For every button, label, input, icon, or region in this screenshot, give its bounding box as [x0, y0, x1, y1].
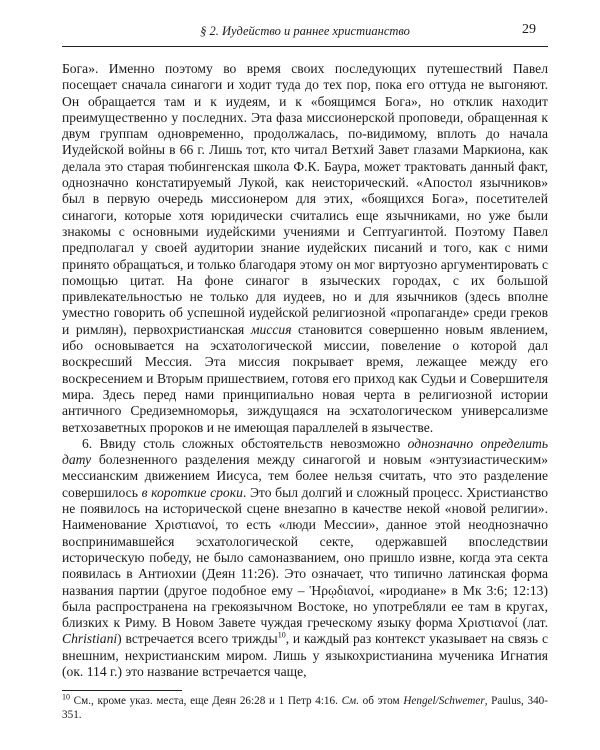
paragraph-2: [62, 436, 548, 680]
body-text: [62, 61, 548, 680]
text-run: ) встречается всего трижды: [117, 631, 278, 647]
book-page: [62, 22, 548, 722]
text-run: , и каждый раз контекст указывает на связь с внешним, нехристианским миром. Лишь у языкохристианина мученика Игнатия (ок. 114 г.) это название встречается чаще,: [62, 631, 549, 679]
text-run: об этом: [359, 695, 404, 708]
text-run: становится совершенно новым явлением, ибо основывается на эсхатологической миссии, повеление о которой дал воскресший Мессия. Эта миссия покрывает время, лежащее между его воскресением и Вторым пришествием, готовя его приход как Судьи и Совершителя мира. Здесь перед нами принципиально новая черта в религиозной истории античного Средиземноморья, зиждущаяся на эсхатологическом универсализме ветхозаветных пророков и не имеющая параллелей в язычестве.: [62, 321, 548, 435]
text-run: . Это был долгий и сложный процесс. Христианство не появилось на исторической сцене внезапно в качестве некой «новой религии». Наименование Χριστιανοί, то есть «люди Мессии», данное этой неоднозначно воспринимавшейся эсхатологической секте, одержавшей впоследствии историческую победу, не было самоназванием, оно пришло извне, когда эта секта появилась в Антиохии (Деян 11:26). Это означает, что типично латинская форма названия партии (другое подобное ему – Ἡρῳδιανοί, «иродиане» в Мк 3:6; 12:13) была распространена на грекоязычном Востоке, но употребляли ее там в кругах, близких к Риму. В Новом Завете чуждая греческому языку форма Χριστιανοί (лат.: [62, 484, 548, 631]
footnote-number: 10: [62, 692, 70, 702]
italic-run: См.: [341, 695, 359, 708]
running-header: [62, 22, 548, 47]
footnote-ref[interactable]: 10: [277, 630, 286, 640]
italic-run: в короткие сроки: [141, 484, 243, 500]
text-run: Бога». Именно поэтому во время своих последующих путешествий Павел посещает сначала синагоги и ходит туда до тех пор, пока его оттуда не выгоняют. Он обращается там и к иудеям, и к «боящимся Бога», но отклик находит преимущественно у последних. Эта фаза миссионерской проповеди, обращенная к двум группам одновременно, продолжалась, по-видимому, вплоть до начала Иудейской войны в 66 г. Лишь тот, кто читал Ветхий Завет глазами Маркиона, как делала это старая тюбингенская школа Ф.К. Баура, может трактовать данный факт, однозначно констатируемый Лукой, как неисторический. «Апостол язычников» был в первую очередь миссионером для этих, «боящихся Бога», посетителей синагоги, которые хотя юридически считались еще язычниками, но уже были знакомы с основными иудейскими учениями и Септуагинтой. Поэтому Павел предполагал у своей аудитории знание иудейских писаний и того, как с ними принято обращаться, и только благодаря этому он мог виртуозно аргументировать с помощью цитат. На фоне синагог в языческих городах, с их большой привлекательностью не только для иудеев, но и для язычников (здесь вполне уместно говорить об успешной иудейской религиозной «пропаганде» среди греков и римлян), первохристианская: [62, 61, 548, 337]
italic-run: Christiani: [62, 631, 118, 647]
italic-run: однозначно определить дату: [62, 435, 549, 468]
text-run: , Paulus, 340-351.: [62, 695, 548, 721]
italic-run: Hengel/Schwemer: [403, 695, 485, 708]
paragraph-1: [62, 61, 548, 436]
footnote-divider: [62, 690, 182, 691]
text-run: 6. Ввиду столь сложных обстоятельств невозможно: [82, 435, 408, 451]
text-run: См., кроме указ. места, еще Деян 26:28 и 1 Петр 4:16.: [70, 695, 342, 708]
footnote: [62, 692, 548, 722]
page-number: 29: [522, 22, 536, 37]
italic-run: миссия: [250, 321, 292, 337]
text-run: болезненного разделения между синагогой и новым «энтузиастическим» мессианским движением Иисуса, тем более нельзя считать, что это разделение совершилось: [62, 452, 548, 500]
running-title: § 2. Иудейство и раннее христианство: [200, 24, 410, 38]
